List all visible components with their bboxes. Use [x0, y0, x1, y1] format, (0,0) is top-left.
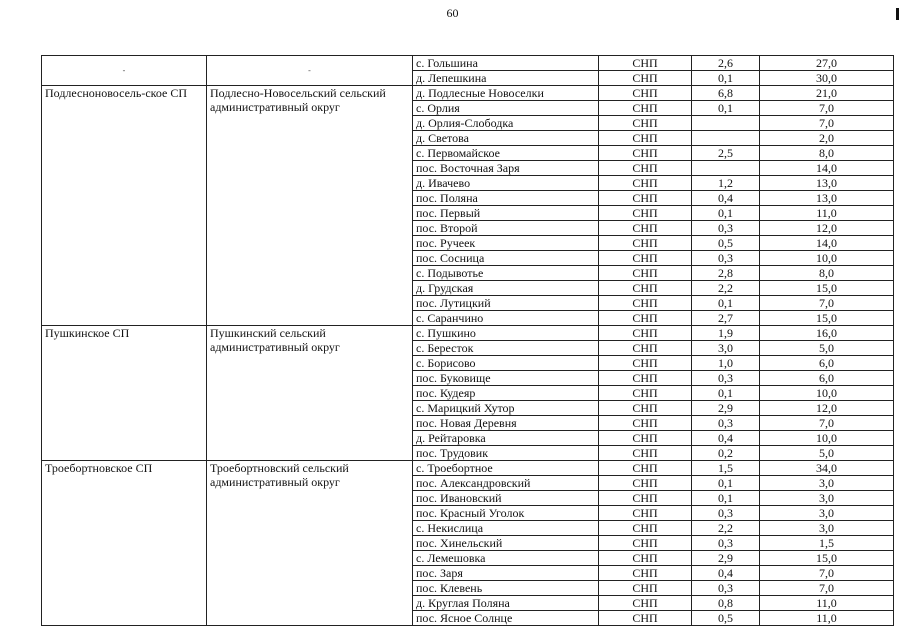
- distance-value: 14,0: [760, 161, 894, 176]
- area-value: 0,1: [692, 296, 760, 311]
- area-value: 0,1: [692, 71, 760, 86]
- area-value: 1,0: [692, 356, 760, 371]
- sp-name-cell: Подлесноновосель-ское СП: [42, 86, 207, 326]
- settlement-type: СНП: [599, 506, 692, 521]
- settlement-type: СНП: [599, 536, 692, 551]
- settlement-type: СНП: [599, 596, 692, 611]
- settlement-type: СНП: [599, 356, 692, 371]
- area-value: 0,3: [692, 506, 760, 521]
- area-value: 2,6: [692, 56, 760, 71]
- distance-value: 27,0: [760, 56, 894, 71]
- settlement-name: пос. Клевень: [413, 581, 599, 596]
- settlement-name: пос. Заря: [413, 566, 599, 581]
- area-value: 1,9: [692, 326, 760, 341]
- distance-value: 21,0: [760, 86, 894, 101]
- area-value: 0,3: [692, 536, 760, 551]
- table-row: [42, 56, 894, 71]
- area-value: 0,3: [692, 581, 760, 596]
- settlement-name: пос. Трудовик: [413, 446, 599, 461]
- settlement-name: пос. Новая Деревня: [413, 416, 599, 431]
- settlement-type: СНП: [599, 236, 692, 251]
- distance-value: 6,0: [760, 371, 894, 386]
- area-value: 0,1: [692, 206, 760, 221]
- settlement-type: СНП: [599, 446, 692, 461]
- distance-value: 15,0: [760, 551, 894, 566]
- table-row: [42, 86, 894, 101]
- distance-value: 13,0: [760, 191, 894, 206]
- distance-value: 10,0: [760, 431, 894, 446]
- settlement-name: пос. Александровский: [413, 476, 599, 491]
- distance-value: 7,0: [760, 101, 894, 116]
- distance-value: 16,0: [760, 326, 894, 341]
- distance-value: 15,0: [760, 281, 894, 296]
- distance-value: 11,0: [760, 596, 894, 611]
- distance-value: 11,0: [760, 206, 894, 221]
- settlement-name: пос. Восточная Заря: [413, 161, 599, 176]
- area-value: 0,1: [692, 476, 760, 491]
- settlement-name: с. Борисово: [413, 356, 599, 371]
- settlement-name: д. Ивачево: [413, 176, 599, 191]
- area-value: 0,5: [692, 611, 760, 626]
- distance-value: 7,0: [760, 566, 894, 581]
- area-value: 0,4: [692, 191, 760, 206]
- area-value: [692, 116, 760, 131]
- okrug-name-cell: Пушкинский сельский административный округ: [207, 326, 413, 461]
- settlement-type: СНП: [599, 86, 692, 101]
- area-value: 2,9: [692, 401, 760, 416]
- settlement-name: с. Лемешовка: [413, 551, 599, 566]
- settlement-type: СНП: [599, 611, 692, 626]
- settlement-name: пос. Первый: [413, 206, 599, 221]
- settlement-type: СНП: [599, 266, 692, 281]
- distance-value: 3,0: [760, 506, 894, 521]
- settlement-type: СНП: [599, 371, 692, 386]
- settlement-type: СНП: [599, 386, 692, 401]
- settlement-type: СНП: [599, 191, 692, 206]
- area-value: 0,3: [692, 221, 760, 236]
- area-value: 0,8: [692, 596, 760, 611]
- okrug-name-cell: Троебортновский сельский административный округ: [207, 461, 413, 626]
- distance-value: 3,0: [760, 476, 894, 491]
- settlement-type: СНП: [599, 56, 692, 71]
- settlement-name: с. Некислица: [413, 521, 599, 536]
- distance-value: 3,0: [760, 521, 894, 536]
- page-number: 60: [446, 6, 459, 20]
- sp-name-cell: Пушкинское СП: [42, 326, 207, 461]
- scan-edge-mark: [896, 8, 899, 20]
- settlement-name: пос. Лутицкий: [413, 296, 599, 311]
- settlement-type: СНП: [599, 461, 692, 476]
- settlement-name: пос. Буковище: [413, 371, 599, 386]
- settlement-name: пос. Сосница: [413, 251, 599, 266]
- settlement-type: СНП: [599, 341, 692, 356]
- settlement-name: д. Грудская: [413, 281, 599, 296]
- distance-value: 34,0: [760, 461, 894, 476]
- distance-value: 5,0: [760, 341, 894, 356]
- settlement-type: СНП: [599, 326, 692, 341]
- settlement-name: д. Орлия-Слободка: [413, 116, 599, 131]
- settlement-type: СНП: [599, 251, 692, 266]
- distance-value: 8,0: [760, 266, 894, 281]
- table-row: [42, 326, 894, 341]
- area-value: [692, 161, 760, 176]
- area-value: [692, 131, 760, 146]
- settlement-type: СНП: [599, 131, 692, 146]
- settlement-type: СНП: [599, 116, 692, 131]
- settlement-name: пос. Поляна: [413, 191, 599, 206]
- area-value: 2,5: [692, 146, 760, 161]
- settlement-name: пос. Ивановский: [413, 491, 599, 506]
- area-value: 3,0: [692, 341, 760, 356]
- settlement-name: с. Пушкино: [413, 326, 599, 341]
- area-value: 2,7: [692, 311, 760, 326]
- distance-value: 7,0: [760, 296, 894, 311]
- settlement-name: пос. Хинельский: [413, 536, 599, 551]
- settlement-type: СНП: [599, 491, 692, 506]
- distance-value: 14,0: [760, 236, 894, 251]
- settlement-name: с. Подывотье: [413, 266, 599, 281]
- area-value: 0,1: [692, 491, 760, 506]
- distance-value: 7,0: [760, 416, 894, 431]
- sp-name-cell: Троебортновское СП: [42, 461, 207, 626]
- settlements-table-body: [42, 56, 894, 626]
- settlement-type: СНП: [599, 476, 692, 491]
- distance-value: 7,0: [760, 581, 894, 596]
- area-value: 6,8: [692, 86, 760, 101]
- settlement-type: СНП: [599, 221, 692, 236]
- settlement-name: с. Саранчино: [413, 311, 599, 326]
- settlement-name: с. Первомайское: [413, 146, 599, 161]
- settlement-type: СНП: [599, 431, 692, 446]
- area-value: 0,1: [692, 101, 760, 116]
- settlement-name: с. Орлия: [413, 101, 599, 116]
- okrug-name-cell: Подлесно-Новосельский сельский административный округ: [207, 86, 413, 326]
- settlement-name: пос. Ясное Солнце: [413, 611, 599, 626]
- distance-value: 11,0: [760, 611, 894, 626]
- distance-value: 1,5: [760, 536, 894, 551]
- distance-value: 2,0: [760, 131, 894, 146]
- distance-value: 13,0: [760, 176, 894, 191]
- settlement-name: пос. Красный Уголок: [413, 506, 599, 521]
- settlement-type: СНП: [599, 71, 692, 86]
- settlement-type: СНП: [599, 566, 692, 581]
- settlements-table: [41, 55, 894, 626]
- distance-value: 8,0: [760, 146, 894, 161]
- distance-value: 30,0: [760, 71, 894, 86]
- settlement-type: СНП: [599, 146, 692, 161]
- settlement-name: д. Лепешкина: [413, 71, 599, 86]
- settlement-name: с. Гольшина: [413, 56, 599, 71]
- settlement-name: с. Марицкий Хутор: [413, 401, 599, 416]
- settlement-name: пос. Кудеяр: [413, 386, 599, 401]
- distance-value: 7,0: [760, 116, 894, 131]
- settlement-type: СНП: [599, 101, 692, 116]
- settlement-type: СНП: [599, 551, 692, 566]
- settlement-type: СНП: [599, 521, 692, 536]
- settlement-type: СНП: [599, 296, 692, 311]
- settlement-type: СНП: [599, 161, 692, 176]
- area-value: 0,4: [692, 566, 760, 581]
- settlement-name: пос. Второй: [413, 221, 599, 236]
- area-value: 0,1: [692, 386, 760, 401]
- distance-value: 5,0: [760, 446, 894, 461]
- distance-value: 12,0: [760, 221, 894, 236]
- area-value: 0,4: [692, 431, 760, 446]
- area-value: 2,9: [692, 551, 760, 566]
- settlement-name: с. Троебортное: [413, 461, 599, 476]
- settlement-type: СНП: [599, 206, 692, 221]
- settlement-name: д. Круглая Поляна: [413, 596, 599, 611]
- distance-value: 6,0: [760, 356, 894, 371]
- settlement-name: д. Подлесные Новоселки: [413, 86, 599, 101]
- area-value: 0,3: [692, 416, 760, 431]
- area-value: 2,2: [692, 521, 760, 536]
- okrug-name-cell: -: [207, 56, 413, 86]
- area-value: 0,5: [692, 236, 760, 251]
- area-value: 2,8: [692, 266, 760, 281]
- distance-value: 10,0: [760, 251, 894, 266]
- settlement-name: с. Бересток: [413, 341, 599, 356]
- area-value: 2,2: [692, 281, 760, 296]
- settlement-type: СНП: [599, 311, 692, 326]
- area-value: 0,3: [692, 371, 760, 386]
- area-value: 1,5: [692, 461, 760, 476]
- settlement-name: д. Рейтаровка: [413, 431, 599, 446]
- settlement-name: пос. Ручеек: [413, 236, 599, 251]
- settlement-type: СНП: [599, 581, 692, 596]
- settlement-type: СНП: [599, 281, 692, 296]
- distance-value: 10,0: [760, 386, 894, 401]
- table-row: [42, 461, 894, 476]
- settlement-type: СНП: [599, 176, 692, 191]
- sp-name-cell: -: [42, 56, 207, 86]
- distance-value: 3,0: [760, 491, 894, 506]
- area-value: 1,2: [692, 176, 760, 191]
- distance-value: 15,0: [760, 311, 894, 326]
- distance-value: 12,0: [760, 401, 894, 416]
- area-value: 0,2: [692, 446, 760, 461]
- settlement-type: СНП: [599, 416, 692, 431]
- settlement-name: д. Светова: [413, 131, 599, 146]
- settlement-type: СНП: [599, 401, 692, 416]
- area-value: 0,3: [692, 251, 760, 266]
